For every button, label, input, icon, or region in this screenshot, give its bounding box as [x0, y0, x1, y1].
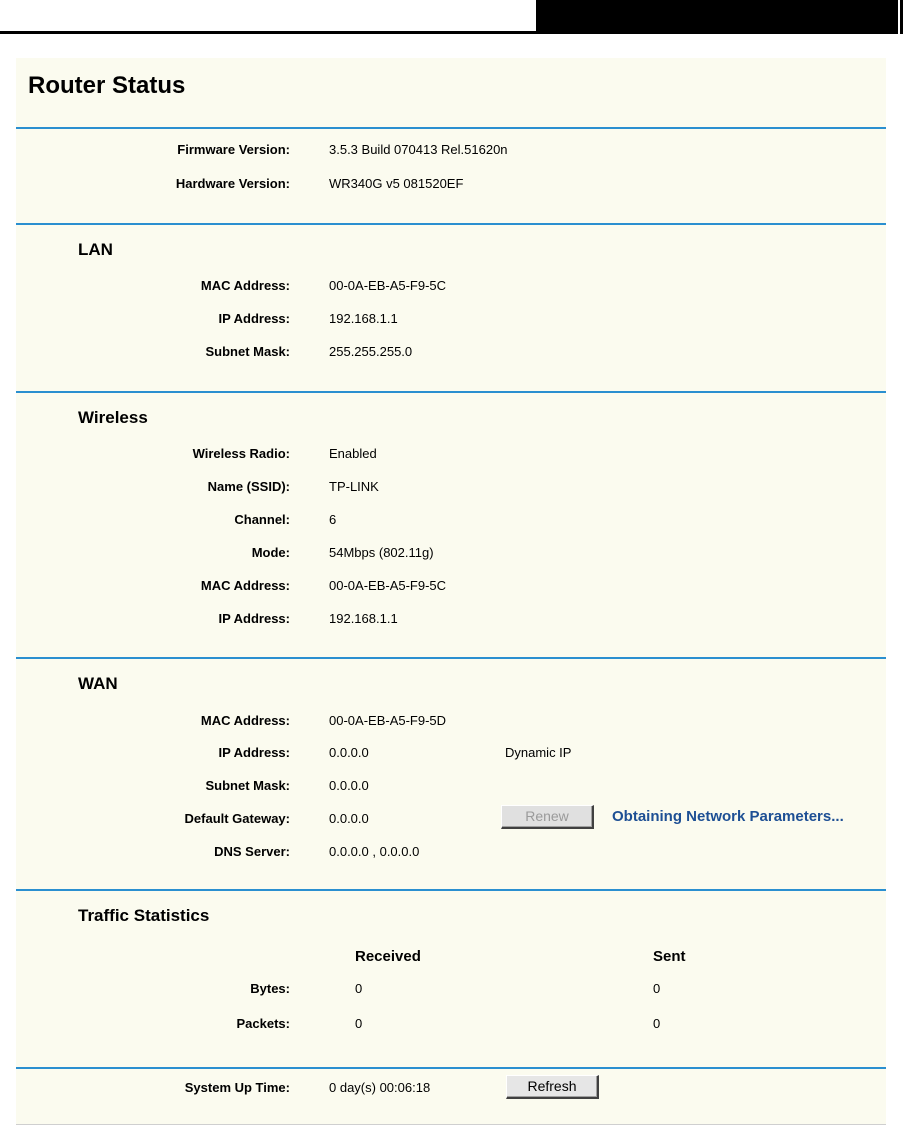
- wireless-ip-label: IP Address:: [218, 611, 290, 626]
- lan-ip-value: 192.168.1.1: [329, 311, 398, 326]
- section-separator: [16, 889, 886, 891]
- wireless-heading: Wireless: [78, 408, 148, 427]
- section-separator: [16, 391, 886, 393]
- wireless-ssid-label: Name (SSID):: [207, 479, 290, 494]
- lan-ip-label: IP Address:: [218, 311, 290, 326]
- packets-received-value: 0: [355, 1016, 363, 1031]
- wan-dns-value: 0.0.0.0 , 0.0.0.0: [329, 844, 420, 859]
- wan-ip-type: Dynamic IP: [505, 745, 572, 760]
- wan-mac-value: 00-0A-EB-A5-F9-5D: [329, 713, 447, 728]
- lan-mac-label: MAC Address:: [200, 278, 290, 293]
- wan-heading: WAN: [78, 674, 118, 693]
- section-separator: [16, 223, 886, 225]
- wan-status-message: Obtaining Network Parameters...: [612, 808, 844, 825]
- sent-column-header: Sent: [653, 948, 686, 965]
- panel-bottom-border: [16, 1124, 886, 1125]
- received-column-header: Received: [355, 948, 421, 965]
- wireless-radio-value: Enabled: [329, 446, 377, 461]
- wireless-ssid-value: TP-LINK: [329, 479, 379, 494]
- traffic-heading: Traffic Statistics: [78, 906, 210, 925]
- header-edge: [900, 0, 903, 34]
- wan-subnet-value: 0.0.0.0: [329, 778, 369, 793]
- section-separator: [16, 127, 886, 129]
- header-black-bar: [536, 0, 898, 34]
- bytes-received-value: 0: [355, 981, 363, 996]
- uptime-label: System Up Time:: [184, 1080, 290, 1095]
- wireless-mac-value: 00-0A-EB-A5-F9-5C: [329, 578, 447, 593]
- lan-subnet-label: Subnet Mask:: [205, 344, 290, 359]
- hardware-version-value: WR340G v5 081520EF: [329, 176, 464, 191]
- packets-label: Packets:: [236, 1016, 290, 1031]
- wan-dns-label: DNS Server:: [214, 844, 290, 859]
- wireless-channel-value: 6: [329, 512, 337, 527]
- page-title: Router Status: [28, 72, 186, 99]
- wireless-channel-label: Channel:: [234, 512, 290, 527]
- lan-mac-value: 00-0A-EB-A5-F9-5C: [329, 278, 447, 293]
- wan-ip-label: IP Address:: [218, 745, 290, 760]
- packets-sent-value: 0: [653, 1016, 661, 1031]
- hardware-version-label: Hardware Version:: [175, 176, 290, 191]
- wan-subnet-label: Subnet Mask:: [205, 778, 290, 793]
- wireless-ip-value: 192.168.1.1: [329, 611, 398, 626]
- firmware-version-value: 3.5.3 Build 070413 Rel.51620n: [329, 142, 508, 157]
- wan-gateway-label: Default Gateway:: [184, 811, 290, 826]
- firmware-version-label: Firmware Version:: [177, 142, 290, 157]
- wan-mac-label: MAC Address:: [200, 713, 290, 728]
- bytes-label: Bytes:: [250, 981, 290, 996]
- refresh-button[interactable]: Refresh: [506, 1075, 599, 1099]
- header-rule: [0, 31, 540, 34]
- lan-subnet-value: 255.255.255.0: [329, 344, 413, 359]
- wan-ip-value: 0.0.0.0: [329, 745, 369, 760]
- wan-gateway-value: 0.0.0.0: [329, 811, 369, 826]
- lan-heading: LAN: [78, 240, 113, 259]
- wireless-mac-label: MAC Address:: [200, 578, 290, 593]
- wireless-radio-label: Wireless Radio:: [192, 446, 290, 461]
- uptime-value: 0 day(s) 00:06:18: [329, 1080, 431, 1095]
- section-separator: [16, 1067, 886, 1069]
- wireless-mode-label: Mode:: [251, 545, 290, 560]
- bytes-sent-value: 0: [653, 981, 661, 996]
- wireless-mode-value: 54Mbps (802.11g): [329, 545, 434, 560]
- renew-button[interactable]: Renew: [501, 805, 594, 829]
- section-separator: [16, 657, 886, 659]
